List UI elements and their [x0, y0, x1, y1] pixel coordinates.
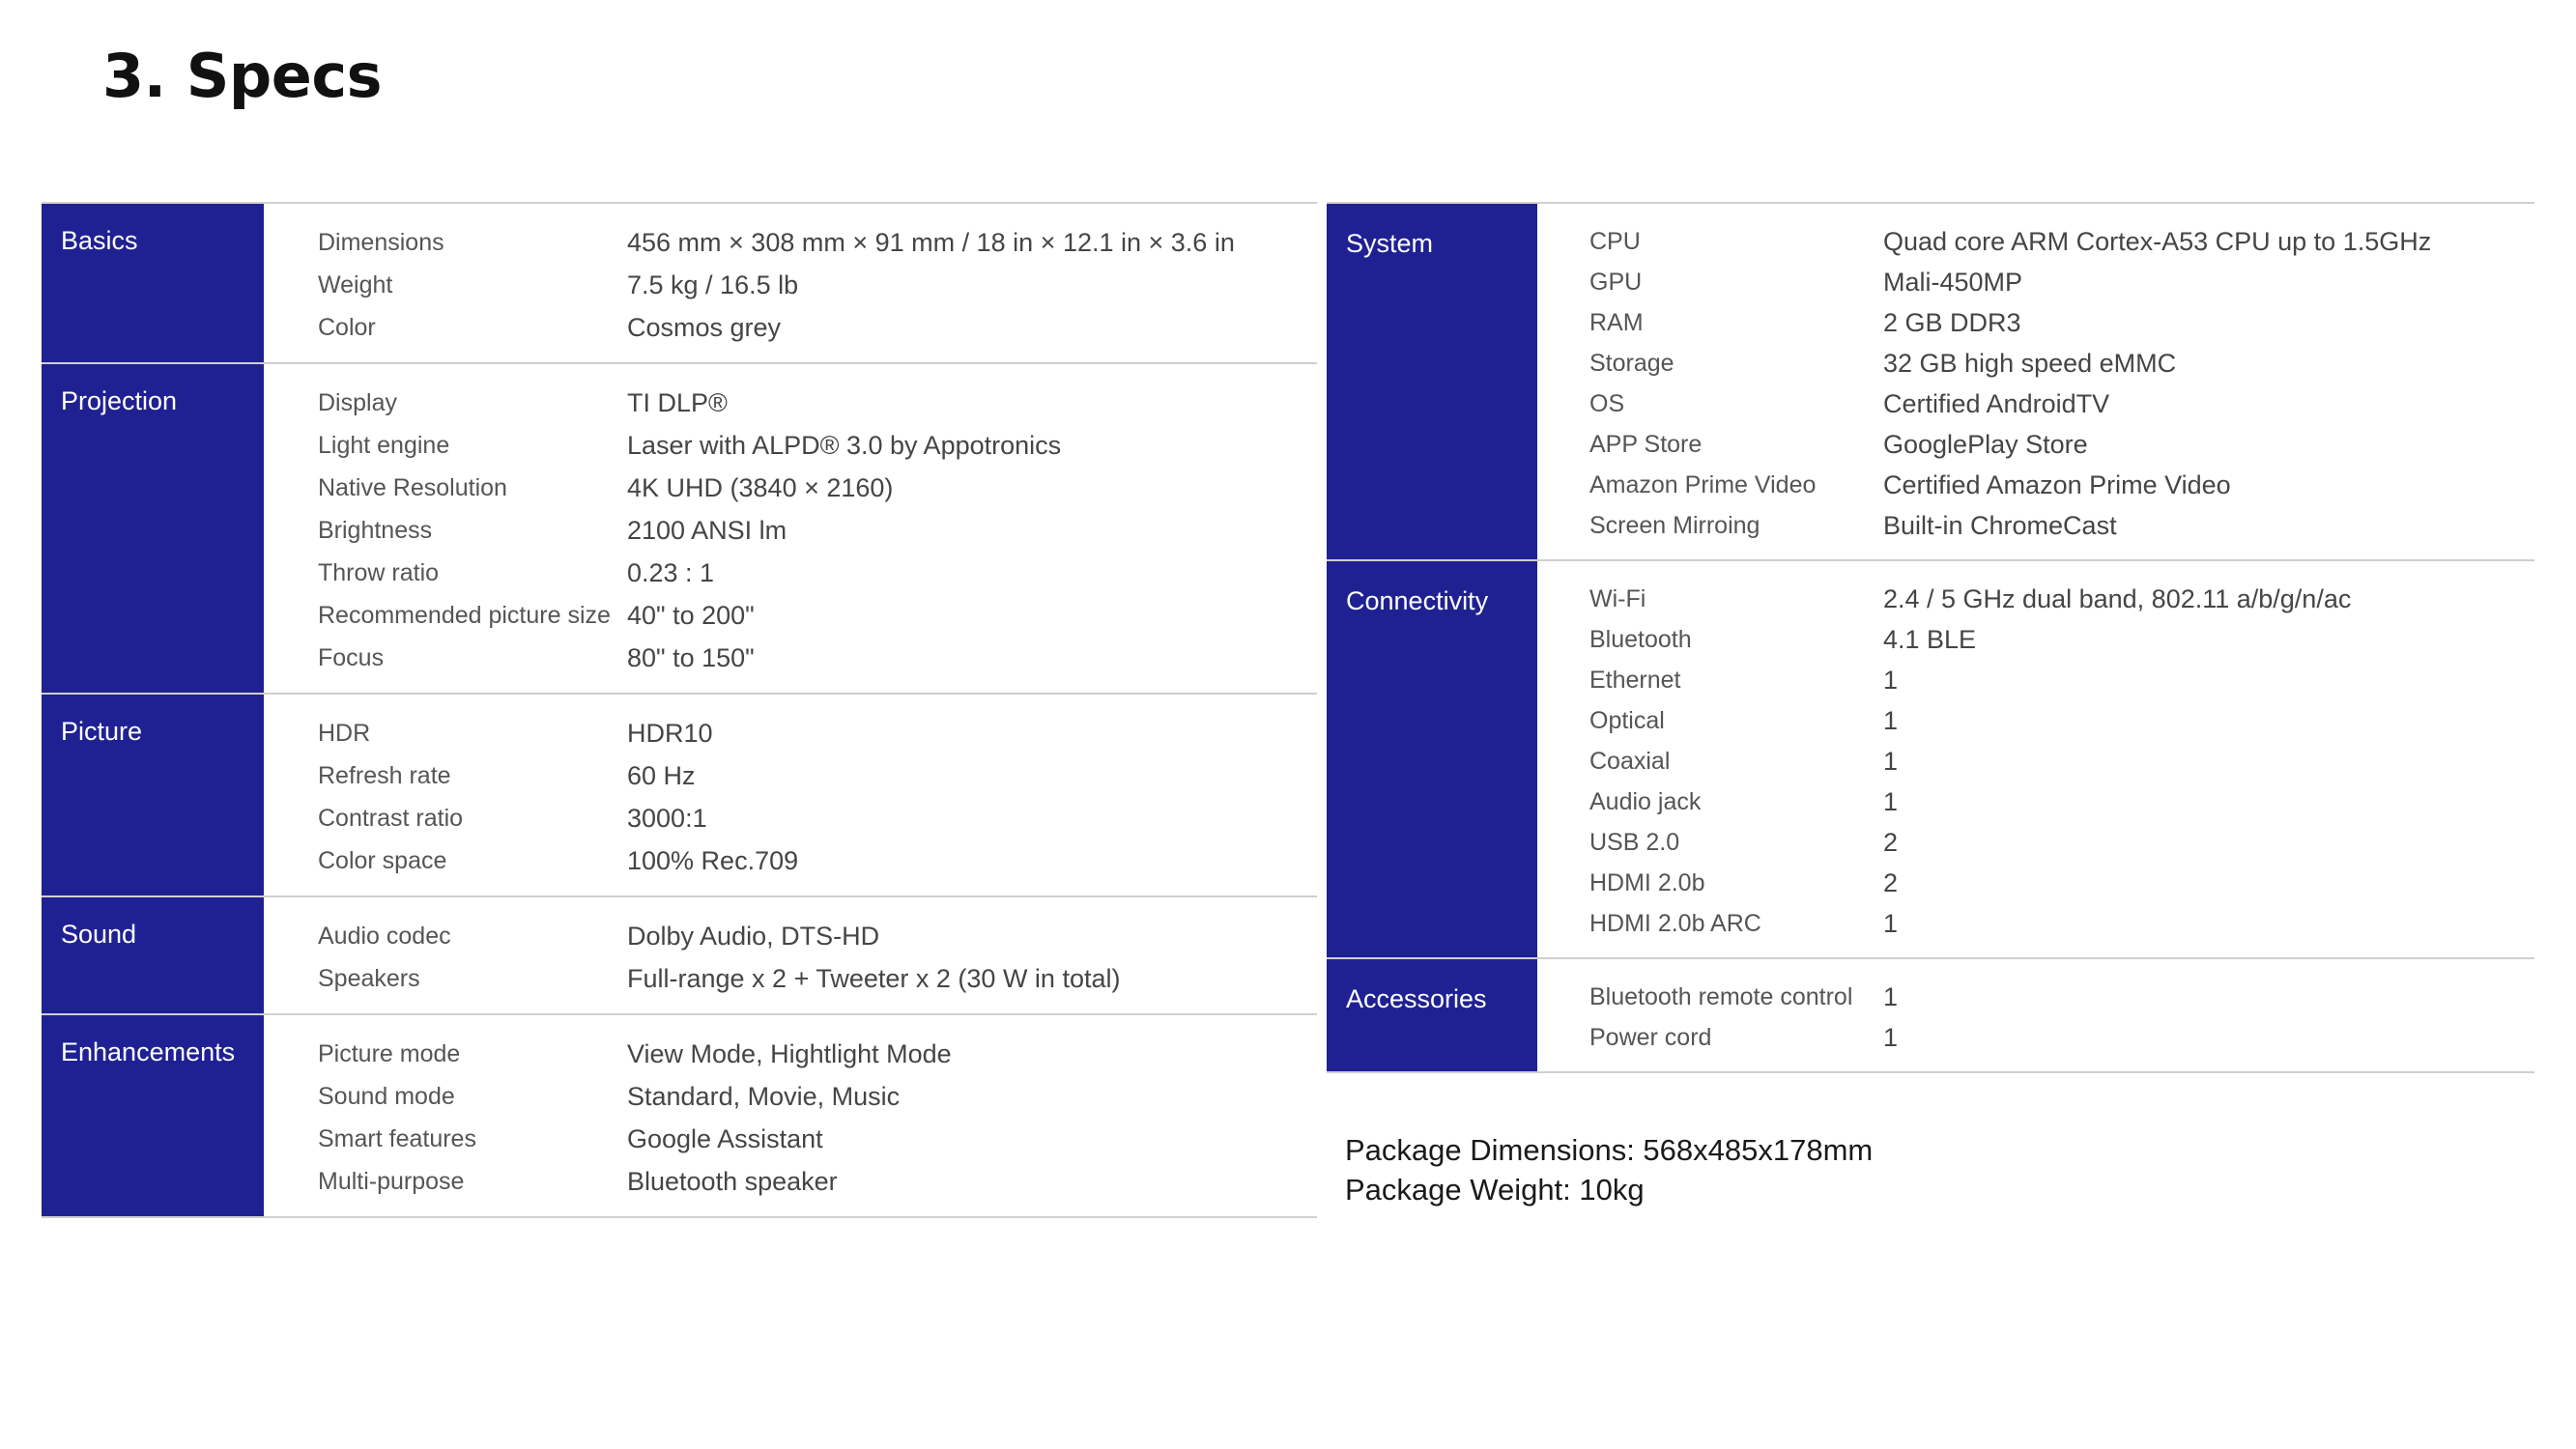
- spec-section-basics: [42, 204, 1317, 364]
- spec-rows: [264, 1015, 1317, 1216]
- spec-value: Quad core ARM Cortex-A53 CPU up to 1.5GHz: [1883, 226, 2432, 256]
- spec-row: [1537, 579, 2534, 619]
- spec-category-label: Basics: [42, 204, 264, 362]
- spec-row: [1537, 700, 2534, 741]
- spec-value: Standard, Movie, Music: [627, 1081, 901, 1111]
- spec-value: Certified Amazon Prime Video: [1883, 469, 2231, 499]
- spec-section-system: [1327, 204, 2534, 561]
- spec-value: 4.1 BLE: [1883, 624, 1977, 654]
- spec-value: Laser with ALPD® 3.0 by Appotronics: [627, 430, 1062, 460]
- spec-row: [1537, 903, 2534, 944]
- spec-value: TI DLP®: [627, 387, 728, 417]
- page-title: 3. Specs: [102, 41, 383, 111]
- spec-row: [264, 306, 1317, 349]
- spec-value: 2: [1883, 867, 1899, 897]
- spec-label: RAM: [1589, 308, 1644, 336]
- spec-label: Display: [318, 388, 397, 416]
- spec-rows: [1537, 204, 2534, 559]
- spec-label: APP Store: [1589, 430, 1703, 458]
- spec-value: GooglePlay Store: [1883, 429, 2088, 459]
- spec-label: Bluetooth remote control: [1589, 982, 1853, 1010]
- spec-label: Storage: [1589, 349, 1674, 377]
- spec-row: [1537, 465, 2534, 505]
- spec-row: [1537, 619, 2534, 660]
- spec-label: Wi-Fi: [1589, 584, 1646, 612]
- specs-table-right: [1327, 202, 2534, 1073]
- spec-value: 1: [1883, 705, 1899, 735]
- spec-value: Google Assistant: [627, 1123, 823, 1153]
- spec-value: 1: [1883, 746, 1899, 776]
- spec-row: [264, 1033, 1317, 1075]
- spec-value: Mali-450MP: [1883, 267, 2023, 297]
- spec-row: [264, 552, 1317, 594]
- spec-section-connectivity: [1327, 561, 2534, 959]
- spec-label: Screen Mirroing: [1589, 511, 1760, 539]
- spec-value: HDR10: [627, 718, 713, 748]
- spec-label: CPU: [1589, 227, 1641, 255]
- spec-category-label: Connectivity: [1327, 561, 1537, 957]
- spec-row: [264, 957, 1317, 1000]
- spec-row: [264, 424, 1317, 467]
- spec-label: Native Resolution: [318, 473, 507, 501]
- spec-value: Certified AndroidTV: [1883, 388, 2110, 418]
- spec-value: 7.5 kg / 16.5 lb: [627, 270, 799, 299]
- spec-label: Ethernet: [1589, 666, 1681, 694]
- spec-label: Weight: [318, 270, 393, 298]
- spec-row: [1537, 262, 2534, 302]
- spec-row: [264, 264, 1317, 306]
- spec-value: 100% Rec.709: [627, 845, 799, 875]
- spec-value: 40" to 200": [627, 600, 755, 630]
- spec-value: 3000:1: [627, 803, 707, 833]
- spec-row: [1537, 302, 2534, 343]
- spec-label: Recommended picture size: [318, 601, 611, 629]
- spec-row: [1537, 343, 2534, 384]
- spec-row: [264, 382, 1317, 424]
- spec-section-accessories: [1327, 959, 2534, 1073]
- spec-row: [1537, 1017, 2534, 1058]
- spec-value: 1: [1883, 786, 1899, 816]
- spec-label: Contrast ratio: [318, 804, 464, 832]
- spec-label: OS: [1589, 389, 1625, 417]
- spec-value: Cosmos grey: [627, 312, 782, 342]
- spec-label: USB 2.0: [1589, 828, 1680, 856]
- spec-value: 1: [1883, 1022, 1899, 1052]
- spec-rows: [1537, 959, 2534, 1071]
- spec-row: [1537, 221, 2534, 262]
- spec-row: [264, 467, 1317, 509]
- spec-category-label: Projection: [42, 364, 264, 693]
- spec-value: 2: [1883, 827, 1899, 857]
- spec-value: 32 GB high speed eMMC: [1883, 348, 2177, 378]
- spec-row: [264, 637, 1317, 679]
- spec-label: Audio jack: [1589, 787, 1702, 815]
- spec-row: [264, 1075, 1317, 1118]
- spec-label: Audio codec: [318, 922, 451, 950]
- spec-row: [1537, 822, 2534, 863]
- spec-row: [264, 594, 1317, 637]
- spec-label: HDR: [318, 719, 371, 747]
- spec-label: HDMI 2.0b: [1589, 868, 1705, 896]
- spec-value: 60 Hz: [627, 760, 696, 790]
- spec-label: Smart features: [318, 1124, 476, 1152]
- spec-label: Power cord: [1589, 1023, 1712, 1051]
- spec-row: [1537, 660, 2534, 700]
- spec-category-label: Picture: [42, 695, 264, 895]
- spec-rows: [264, 364, 1317, 693]
- spec-section-enhancements: [42, 1015, 1317, 1218]
- spec-row: [264, 915, 1317, 957]
- spec-label: Throw ratio: [318, 558, 440, 586]
- spec-label: Refresh rate: [318, 761, 451, 789]
- spec-category-label: Accessories: [1327, 959, 1537, 1071]
- spec-row: [264, 754, 1317, 797]
- spec-section-sound: [42, 897, 1317, 1015]
- spec-value: Bluetooth speaker: [627, 1166, 838, 1196]
- spec-value: 2.4 / 5 GHz dual band, 802.11 a/b/g/n/ac: [1883, 583, 2352, 613]
- spec-label: GPU: [1589, 268, 1643, 296]
- spec-row: [264, 712, 1317, 754]
- spec-row: [1537, 424, 2534, 465]
- spec-row: [1537, 384, 2534, 424]
- spec-value: Built-in ChromeCast: [1883, 510, 2117, 540]
- spec-label: Light engine: [318, 431, 450, 459]
- spec-value: 2100 ANSI lm: [627, 515, 787, 545]
- spec-value: View Mode, Hightlight Mode: [627, 1038, 952, 1068]
- spec-label: Picture mode: [318, 1039, 461, 1067]
- spec-label: Optical: [1589, 706, 1665, 734]
- spec-row: [1537, 741, 2534, 781]
- spec-rows: [264, 204, 1317, 362]
- spec-rows: [264, 897, 1317, 1013]
- package-dimensions: Package Dimensions: 568x485x178mm: [1345, 1133, 1874, 1167]
- spec-section-picture: [42, 695, 1317, 897]
- spec-row: [264, 1118, 1317, 1160]
- specs-table-left: [42, 202, 1317, 1218]
- spec-rows: [1537, 561, 2534, 957]
- spec-row: [1537, 863, 2534, 903]
- spec-value: 2 GB DDR3: [1883, 307, 2021, 337]
- spec-category-label: Enhancements: [42, 1015, 264, 1216]
- spec-section-projection: [42, 364, 1317, 695]
- spec-rows: [264, 695, 1317, 895]
- spec-label: Multi-purpose: [318, 1167, 465, 1195]
- spec-label: Bluetooth: [1589, 625, 1692, 653]
- spec-label: Amazon Prime Video: [1589, 470, 1817, 498]
- spec-label: Sound mode: [318, 1082, 455, 1110]
- spec-label: Color: [318, 313, 376, 341]
- spec-row: [1537, 505, 2534, 546]
- spec-label: Dimensions: [318, 228, 444, 256]
- spec-value: Dolby Audio, DTS-HD: [627, 921, 880, 951]
- spec-label: Focus: [318, 643, 385, 671]
- spec-label: Color space: [318, 846, 447, 874]
- spec-label: Brightness: [318, 516, 433, 544]
- spec-row: [264, 1160, 1317, 1203]
- spec-value: 0.23 : 1: [627, 557, 715, 587]
- spec-value: 1: [1883, 981, 1899, 1011]
- spec-value: 80" to 150": [627, 642, 755, 672]
- spec-value: Full-range x 2 + Tweeter x 2 (30 W in total): [627, 963, 1121, 993]
- spec-row: [1537, 781, 2534, 822]
- spec-value: 4K UHD (3840 × 2160): [627, 472, 894, 502]
- spec-label: Speakers: [318, 964, 420, 992]
- spec-row: [264, 509, 1317, 552]
- spec-row: [264, 797, 1317, 839]
- spec-label: Coaxial: [1589, 747, 1671, 775]
- spec-value: 1: [1883, 665, 1899, 695]
- spec-value: 456 mm × 308 mm × 91 mm / 18 in × 12.1 in × 3.6 in: [627, 227, 1235, 257]
- spec-category-label: Sound: [42, 897, 264, 1013]
- package-info: [1345, 1130, 1873, 1209]
- spec-value: 1: [1883, 908, 1899, 938]
- spec-label: HDMI 2.0b ARC: [1589, 909, 1761, 937]
- spec-row: [1537, 977, 2534, 1017]
- spec-row: [264, 839, 1317, 882]
- package-weight: Package Weight: 10kg: [1345, 1173, 1645, 1207]
- spec-row: [264, 221, 1317, 264]
- spec-category-label: System: [1327, 204, 1537, 559]
